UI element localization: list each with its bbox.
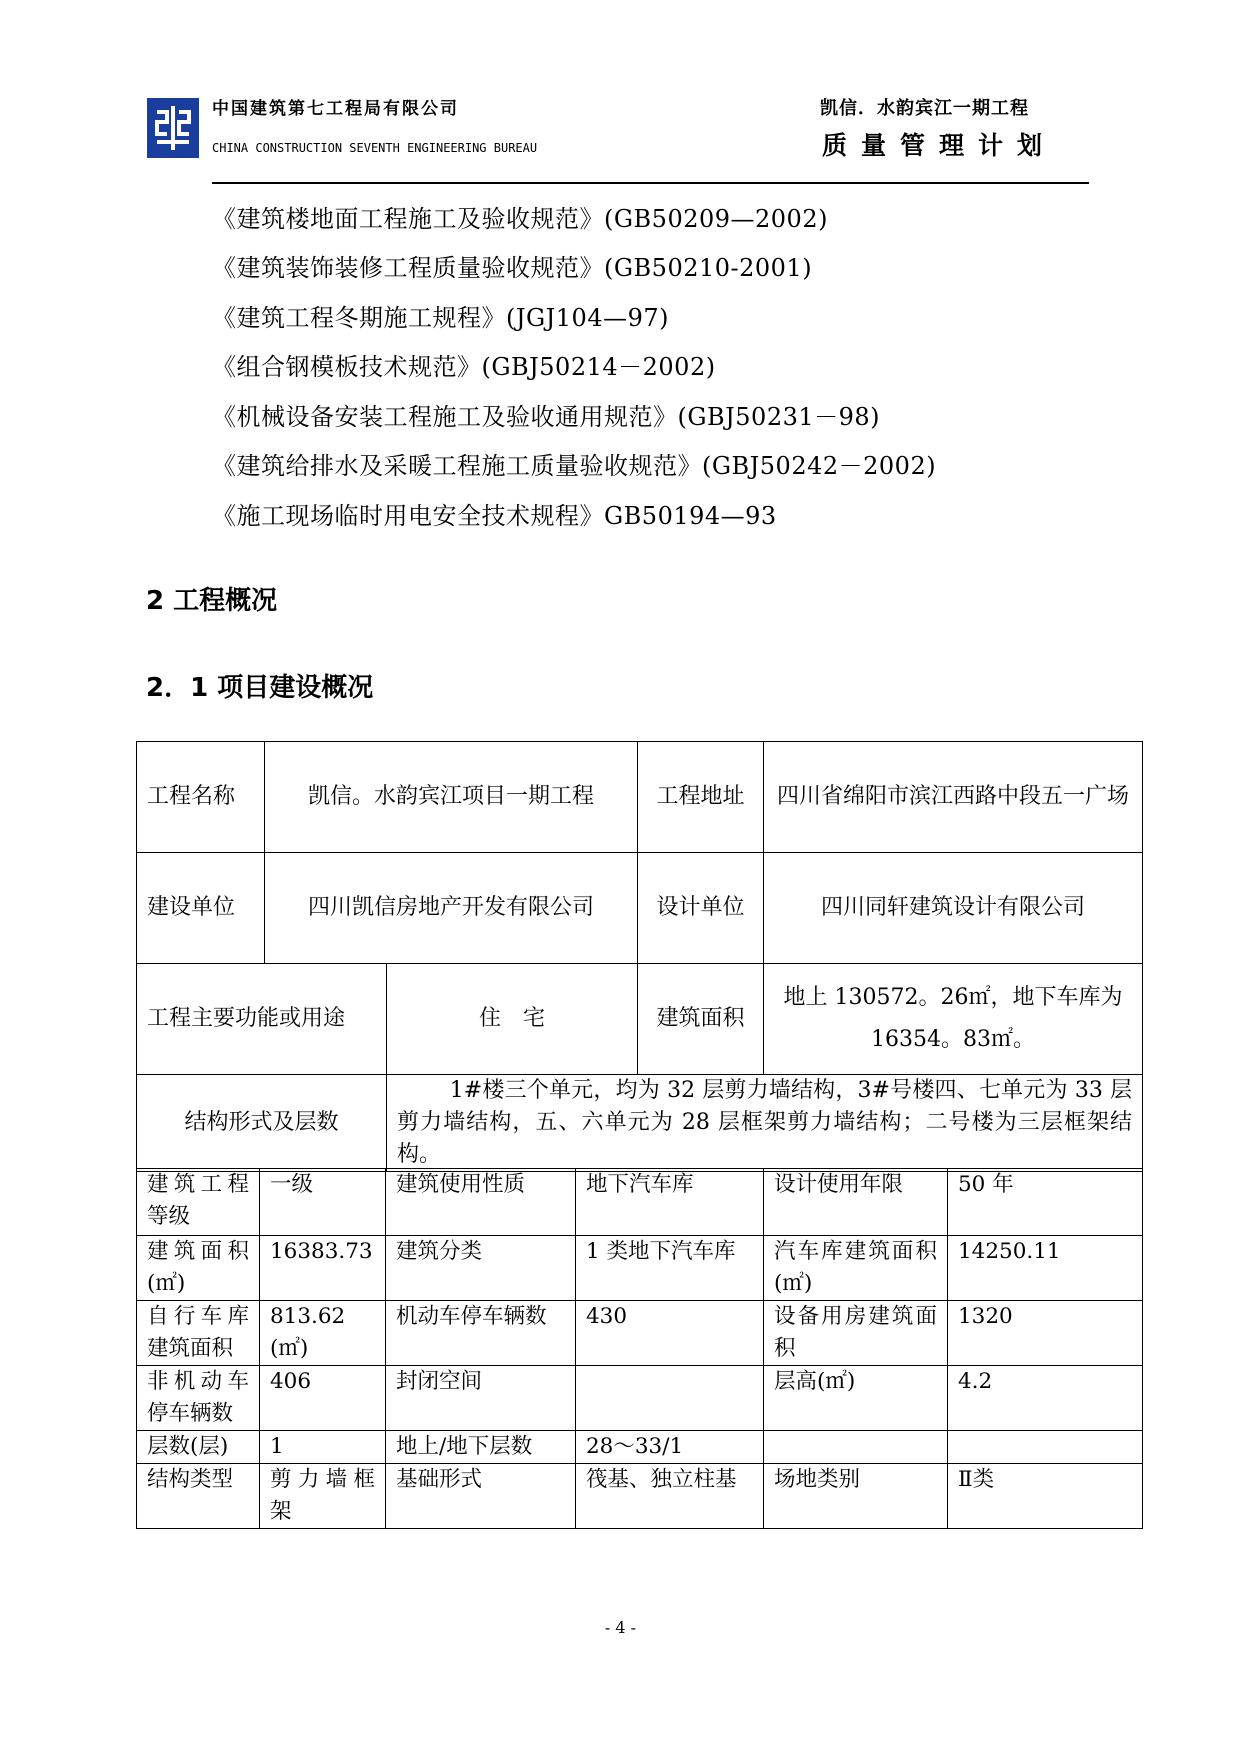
table-cell: 建筑面积(㎡) — [137, 1236, 260, 1301]
table-cell: 4.2 — [948, 1366, 1143, 1431]
standard-item: 《机械设备安装工程施工及验收通用规范》(GBJ50231－98) — [212, 403, 881, 431]
structure-label: 结构形式及层数 — [137, 1075, 387, 1172]
owner-value: 四川凯信房地产开发有限公司 — [265, 853, 638, 964]
area-value-line-2: 16354。83㎡。 — [871, 1027, 1035, 1052]
table-row — [137, 1464, 1143, 1529]
table-row — [137, 1366, 1143, 1431]
designer-value: 四川同轩建筑设计有限公司 — [764, 853, 1143, 964]
table-cell: 基础形式 — [386, 1464, 576, 1529]
document-title: 质量管理计划 — [822, 131, 1057, 160]
table-cell: 50 年 — [948, 1169, 1143, 1236]
table-cell: 一级 — [260, 1169, 386, 1236]
usage-label: 工程主要功能或用途 — [137, 964, 387, 1075]
table-cell: Ⅱ类 — [948, 1464, 1143, 1529]
table-row — [137, 1075, 1143, 1172]
table-row — [137, 964, 1143, 1075]
project-name-label: 工程名称 — [137, 742, 265, 853]
table-cell: 16383.73 — [260, 1236, 386, 1301]
standard-item: 《施工现场临时用电安全技术规程》GB50194—93 — [212, 502, 777, 530]
table-row — [137, 1236, 1143, 1301]
garage-detail-table — [136, 1168, 1143, 1529]
page-number: - 4 - — [604, 1618, 637, 1637]
table-row — [137, 1301, 1143, 1366]
standard-item: 《建筑工程冬期施工规程》(JGJ104—97) — [212, 304, 669, 332]
area-value-line-1: 地上 130572。26㎡，地下车库为 — [783, 985, 1123, 1010]
table-cell: 14250.11 — [948, 1236, 1143, 1301]
table-cell: 封闭空间 — [386, 1366, 576, 1431]
table-cell — [948, 1431, 1143, 1464]
standard-item: 《建筑给排水及采暖工程施工质量验收规范》(GBJ50242－2002) — [212, 452, 937, 480]
table-cell: 场地类别 — [764, 1464, 948, 1529]
header-divider — [212, 182, 1089, 184]
table-cell: 28～33/1 — [576, 1431, 764, 1464]
table-cell: 1 — [260, 1431, 386, 1464]
table-cell: 813.62 (㎡) — [260, 1301, 386, 1366]
owner-label: 建设单位 — [137, 853, 265, 964]
table-cell: 剪力墙框架 — [260, 1464, 386, 1529]
table-row — [137, 853, 1143, 964]
standard-item: 《组合钢模板技术规范》(GBJ50214－2002) — [212, 353, 716, 381]
project-overview-table — [136, 741, 1143, 1172]
cscec-logo-icon — [147, 98, 199, 158]
project-name-value: 凯信。水韵宾江项目一期工程 — [265, 742, 638, 853]
table-cell: 层高(㎡) — [764, 1366, 948, 1431]
project-address-value: 四川省绵阳市滨江西路中段五一广场 — [764, 742, 1143, 853]
subsection-heading: 2．1 项目建设概况 — [146, 673, 374, 703]
usage-value: 住 宅 — [387, 964, 638, 1075]
designer-label: 设计单位 — [638, 853, 764, 964]
table-cell — [576, 1366, 764, 1431]
table-cell: 设计使用年限 — [764, 1169, 948, 1236]
table-cell: 自行车库建筑面积 — [137, 1301, 260, 1366]
table-cell: 地下汽车库 — [576, 1169, 764, 1236]
structure-value: 1#楼三个单元，均为 32 层剪力墙结构，3#号楼四、七单元为 33 层剪力墙结构，五、六单元为 28 层框架剪力墙结构；二号楼为三层框架结构。 — [387, 1075, 1143, 1172]
table-cell: 设备用房建筑面积 — [764, 1301, 948, 1366]
company-name-en: CHINA CONSTRUCTION SEVENTH ENGINEERING BUREAU — [212, 141, 538, 155]
table-cell: 1320 — [948, 1301, 1143, 1366]
table-cell: 地上/地下层数 — [386, 1431, 576, 1464]
table-cell — [764, 1431, 948, 1464]
section-heading: 2 工程概况 — [146, 586, 278, 616]
standard-item: 《建筑楼地面工程施工及验收规范》(GB50209—2002) — [212, 205, 828, 233]
table-cell: 建筑工程等级 — [137, 1169, 260, 1236]
area-value — [764, 964, 1143, 1075]
table-cell: 结构类型 — [137, 1464, 260, 1529]
standard-item: 《建筑装饰装修工程质量验收规范》(GB50210-2001) — [212, 254, 813, 282]
table-cell: 汽车库建筑面积(㎡) — [764, 1236, 948, 1301]
table-row — [137, 742, 1143, 853]
table-cell: 筏基、独立柱基 — [576, 1464, 764, 1529]
table-cell: 建筑使用性质 — [386, 1169, 576, 1236]
table-cell: 建筑分类 — [386, 1236, 576, 1301]
company-name-cn: 中国建筑第七工程局有限公司 — [212, 99, 459, 119]
area-label: 建筑面积 — [638, 964, 764, 1075]
table-cell: 406 — [260, 1366, 386, 1431]
table-cell: 1 类地下汽车库 — [576, 1236, 764, 1301]
table-row — [137, 1169, 1143, 1236]
table-cell: 430 — [576, 1301, 764, 1366]
table-cell: 机动车停车辆数 — [386, 1301, 576, 1366]
table-row — [137, 1431, 1143, 1464]
project-address-label: 工程地址 — [638, 742, 764, 853]
table-cell: 层数(层) — [137, 1431, 260, 1464]
table-cell: 非机动车停车辆数 — [137, 1366, 260, 1431]
project-name: 凯信．水韵宾江一期工程 — [820, 98, 1029, 119]
